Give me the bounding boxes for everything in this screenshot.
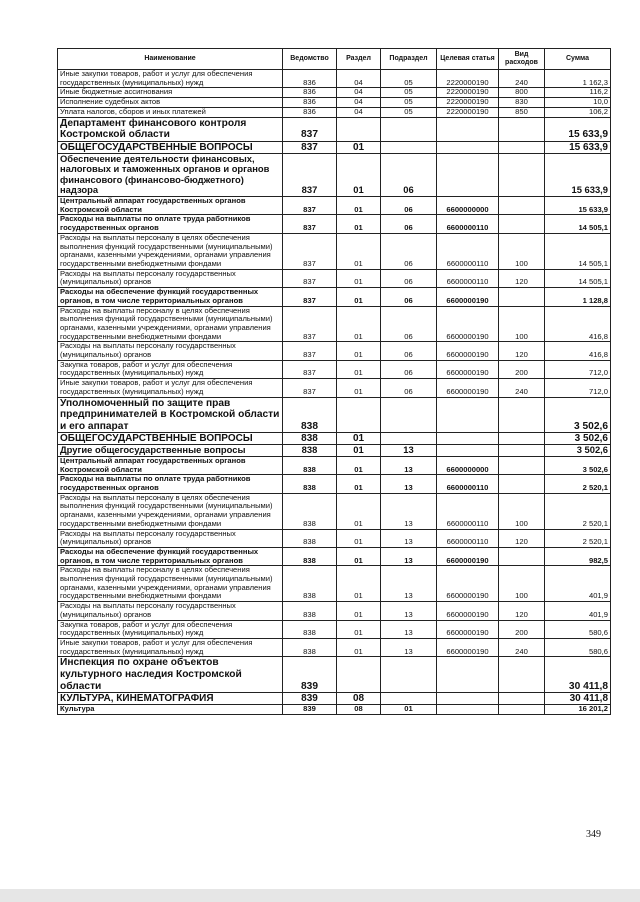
cell-vid	[499, 153, 545, 196]
cell-target	[437, 705, 499, 715]
cell-razdel: 08	[337, 705, 381, 715]
cell-name: Расходы на выплаты персоналу в целях обеспечения выполнения функций государственными (муниципальными) органами, казенными учреждениями, органами управления государственными внебюджетными фондами	[58, 233, 283, 269]
cell-name: Расходы на выплаты персоналу в целях обеспечения выполнения функций государственными (муниципальными) органами, казенными учреждениями, органами управления государственными внебюджетными фондами	[58, 566, 283, 602]
table-row	[58, 141, 611, 153]
cell-target: 6600000190	[437, 566, 499, 602]
cell-podrazdel: 13	[381, 445, 437, 457]
cell-razdel: 04	[337, 88, 381, 98]
cell-podrazdel: 06	[381, 379, 437, 397]
table-row	[58, 269, 611, 287]
cell-name: Центральный аппарат государственных органов Костромской области	[58, 197, 283, 215]
cell-name: Расходы на выплаты персоналу в целях обеспечения выполнения функций государственными (муниципальными) органами, казенными учреждениями, органами управления государственными внебюджетными фондами	[58, 306, 283, 342]
table-row	[58, 88, 611, 98]
cell-name: Расходы на выплаты персоналу государственных (муниципальных) органов	[58, 342, 283, 360]
cell-sum: 416,8	[545, 306, 611, 342]
budget-sheet	[57, 48, 610, 715]
cell-vid	[499, 141, 545, 153]
cell-name: Расходы на выплаты персоналу государственных (муниципальных) органов	[58, 602, 283, 620]
cell-sum: 10,0	[545, 98, 611, 108]
cell-sum: 3 502,6	[545, 445, 611, 457]
cell-target: 6600000190	[437, 602, 499, 620]
cell-vedomstvo: 837	[283, 197, 337, 215]
header-razdel: Раздел	[337, 49, 381, 70]
cell-sum: 14 505,1	[545, 233, 611, 269]
cell-sum: 14 505,1	[545, 269, 611, 287]
cell-sum: 580,6	[545, 638, 611, 656]
table-row	[58, 433, 611, 445]
cell-sum: 15 633,9	[545, 141, 611, 153]
cell-vid: 240	[499, 379, 545, 397]
cell-vid: 100	[499, 306, 545, 342]
table-row	[58, 566, 611, 602]
cell-podrazdel: 13	[381, 529, 437, 547]
cell-vedomstvo: 837	[283, 215, 337, 233]
cell-vid: 850	[499, 107, 545, 117]
cell-vid: 120	[499, 342, 545, 360]
cell-razdel: 01	[337, 197, 381, 215]
table-row	[58, 153, 611, 196]
table-row	[58, 70, 611, 88]
cell-podrazdel	[381, 117, 437, 141]
cell-vid	[499, 397, 545, 433]
table-row	[58, 360, 611, 378]
cell-razdel: 01	[337, 566, 381, 602]
cell-vedomstvo: 838	[283, 620, 337, 638]
cell-vid	[499, 117, 545, 141]
cell-target	[437, 693, 499, 705]
cell-name: Расходы на обеспечение функций государственных органов, в том числе территориальных органов	[58, 288, 283, 306]
cell-vedomstvo: 838	[283, 433, 337, 445]
cell-name: Обеспечение деятельности финансовых, налоговых и таможенных органов и органов финансового (финансово-бюджетного) надзора	[58, 153, 283, 196]
table-row	[58, 456, 611, 474]
cell-razdel: 01	[337, 456, 381, 474]
cell-vedomstvo: 837	[283, 117, 337, 141]
cell-vedomstvo: 838	[283, 602, 337, 620]
cell-target: 6600000110	[437, 529, 499, 547]
cell-podrazdel: 06	[381, 233, 437, 269]
cell-vedomstvo: 838	[283, 445, 337, 457]
cell-name: Расходы на выплаты персоналу государственных (муниципальных) органов	[58, 529, 283, 547]
cell-podrazdel: 13	[381, 493, 437, 529]
cell-name: Расходы на выплаты по оплате труда работников государственных органов	[58, 475, 283, 493]
table-row	[58, 657, 611, 693]
cell-sum: 2 520,1	[545, 493, 611, 529]
cell-name: Иные бюджетные ассигнования	[58, 88, 283, 98]
cell-vid	[499, 456, 545, 474]
cell-vedomstvo: 838	[283, 547, 337, 565]
cell-target: 6600000190	[437, 620, 499, 638]
table-row	[58, 379, 611, 397]
cell-sum: 16 201,2	[545, 705, 611, 715]
cell-vid	[499, 433, 545, 445]
cell-vedomstvo: 839	[283, 657, 337, 693]
cell-vid: 120	[499, 269, 545, 287]
header-target: Целевая статья	[437, 49, 499, 70]
cell-vid: 240	[499, 70, 545, 88]
cell-vedomstvo: 837	[283, 153, 337, 196]
cell-sum: 14 505,1	[545, 215, 611, 233]
table-row	[58, 620, 611, 638]
cell-podrazdel: 13	[381, 475, 437, 493]
cell-podrazdel: 13	[381, 620, 437, 638]
cell-target	[437, 657, 499, 693]
cell-target: 6600000110	[437, 493, 499, 529]
cell-vedomstvo: 838	[283, 456, 337, 474]
table-row	[58, 306, 611, 342]
cell-podrazdel: 05	[381, 98, 437, 108]
cell-razdel	[337, 657, 381, 693]
cell-name: ОБЩЕГОСУДАРСТВЕННЫЕ ВОПРОСЫ	[58, 433, 283, 445]
cell-vedomstvo: 837	[283, 141, 337, 153]
cell-target: 6600000110	[437, 215, 499, 233]
table-row	[58, 98, 611, 108]
cell-razdel: 08	[337, 693, 381, 705]
cell-name: Инспекция по охране объектов культурного наследия Костромской области	[58, 657, 283, 693]
cell-target	[437, 153, 499, 196]
cell-podrazdel: 13	[381, 638, 437, 656]
cell-razdel: 01	[337, 445, 381, 457]
cell-target: 2220000190	[437, 70, 499, 88]
cell-target: 6600000110	[437, 269, 499, 287]
cell-vid: 200	[499, 620, 545, 638]
cell-vedomstvo: 838	[283, 638, 337, 656]
cell-razdel: 01	[337, 547, 381, 565]
cell-name: Уплата налогов, сборов и иных платежей	[58, 107, 283, 117]
cell-podrazdel: 13	[381, 602, 437, 620]
cell-sum: 416,8	[545, 342, 611, 360]
cell-podrazdel	[381, 141, 437, 153]
cell-sum: 1 128,8	[545, 288, 611, 306]
table-row	[58, 529, 611, 547]
cell-razdel: 01	[337, 269, 381, 287]
cell-vid: 830	[499, 98, 545, 108]
cell-razdel: 01	[337, 493, 381, 529]
cell-target: 6600000190	[437, 342, 499, 360]
cell-target: 6600000000	[437, 456, 499, 474]
cell-sum: 15 633,9	[545, 197, 611, 215]
cell-podrazdel	[381, 433, 437, 445]
table-row	[58, 547, 611, 565]
cell-vid: 100	[499, 233, 545, 269]
cell-vid	[499, 197, 545, 215]
header-vid: Вид расходов	[499, 49, 545, 70]
cell-vid	[499, 475, 545, 493]
cell-podrazdel: 06	[381, 197, 437, 215]
cell-vid	[499, 657, 545, 693]
cell-razdel: 01	[337, 475, 381, 493]
cell-target: 6600000190	[437, 638, 499, 656]
cell-razdel: 01	[337, 288, 381, 306]
header-sum: Сумма	[545, 49, 611, 70]
cell-name: Департамент финансового контроля Костромской области	[58, 117, 283, 141]
cell-razdel	[337, 117, 381, 141]
cell-sum: 3 502,6	[545, 433, 611, 445]
cell-sum: 15 633,9	[545, 117, 611, 141]
cell-podrazdel: 06	[381, 306, 437, 342]
cell-razdel: 01	[337, 342, 381, 360]
table-row	[58, 233, 611, 269]
cell-podrazdel: 06	[381, 342, 437, 360]
cell-name: Уполномоченный по защите прав предпринимателей в Костромской области и его аппарат	[58, 397, 283, 433]
cell-podrazdel: 06	[381, 269, 437, 287]
cell-podrazdel	[381, 693, 437, 705]
cell-vid: 200	[499, 360, 545, 378]
header-name: Наименование	[58, 49, 283, 70]
cell-target	[437, 397, 499, 433]
cell-vedomstvo: 838	[283, 475, 337, 493]
scan-bottom-strip	[0, 889, 640, 902]
table-row	[58, 397, 611, 433]
cell-target: 6600000000	[437, 197, 499, 215]
cell-podrazdel	[381, 397, 437, 433]
cell-name: Закупка товаров, работ и услуг для обеспечения государственных (муниципальных) нужд	[58, 360, 283, 378]
cell-sum: 580,6	[545, 620, 611, 638]
cell-name: Центральный аппарат государственных органов Костромской области	[58, 456, 283, 474]
cell-sum: 401,9	[545, 602, 611, 620]
cell-sum: 30 411,8	[545, 693, 611, 705]
cell-vid	[499, 445, 545, 457]
cell-vedomstvo: 837	[283, 288, 337, 306]
table-row	[58, 602, 611, 620]
cell-name: КУЛЬТУРА, КИНЕМАТОГРАФИЯ	[58, 693, 283, 705]
table-row	[58, 117, 611, 141]
cell-vid	[499, 288, 545, 306]
cell-target: 6600000190	[437, 360, 499, 378]
cell-razdel: 04	[337, 70, 381, 88]
table-row	[58, 705, 611, 715]
cell-razdel: 01	[337, 306, 381, 342]
table-row	[58, 342, 611, 360]
cell-sum: 15 633,9	[545, 153, 611, 196]
cell-podrazdel: 13	[381, 566, 437, 602]
cell-podrazdel: 06	[381, 215, 437, 233]
cell-name: Иные закупки товаров, работ и услуг для обеспечения государственных (муниципальных) нужд	[58, 379, 283, 397]
header-vedomstvo: Ведомство	[283, 49, 337, 70]
cell-name: Исполнение судебных актов	[58, 98, 283, 108]
cell-razdel: 01	[337, 360, 381, 378]
cell-vedomstvo: 838	[283, 529, 337, 547]
cell-podrazdel: 05	[381, 88, 437, 98]
cell-vedomstvo: 836	[283, 98, 337, 108]
cell-target	[437, 117, 499, 141]
cell-vid: 240	[499, 638, 545, 656]
cell-sum: 2 520,1	[545, 529, 611, 547]
cell-podrazdel: 13	[381, 456, 437, 474]
cell-target: 6600000110	[437, 475, 499, 493]
cell-vedomstvo: 836	[283, 70, 337, 88]
cell-razdel	[337, 397, 381, 433]
cell-name: Расходы на обеспечение функций государственных органов, в том числе территориальных органов	[58, 547, 283, 565]
cell-podrazdel: 13	[381, 547, 437, 565]
cell-razdel: 04	[337, 98, 381, 108]
cell-sum: 3 502,6	[545, 456, 611, 474]
cell-target: 2220000190	[437, 88, 499, 98]
cell-sum: 3 502,6	[545, 397, 611, 433]
cell-name: Культура	[58, 705, 283, 715]
cell-sum: 2 520,1	[545, 475, 611, 493]
cell-vedomstvo: 837	[283, 233, 337, 269]
cell-podrazdel: 06	[381, 360, 437, 378]
cell-name: Расходы на выплаты персоналу в целях обеспечения выполнения функций государственными (муниципальными) органами, казенными учреждениями, органами управления государственными внебюджетными фондами	[58, 493, 283, 529]
cell-sum: 982,5	[545, 547, 611, 565]
cell-sum: 712,0	[545, 379, 611, 397]
cell-name: Расходы на выплаты персоналу государственных (муниципальных) органов	[58, 269, 283, 287]
cell-razdel: 01	[337, 153, 381, 196]
cell-podrazdel: 01	[381, 705, 437, 715]
cell-sum: 1 162,3	[545, 70, 611, 88]
cell-vedomstvo: 836	[283, 88, 337, 98]
cell-vedomstvo: 839	[283, 705, 337, 715]
cell-vedomstvo: 838	[283, 566, 337, 602]
cell-name: Иные закупки товаров, работ и услуг для обеспечения государственных (муниципальных) нужд	[58, 70, 283, 88]
cell-target: 6600000190	[437, 288, 499, 306]
cell-vid: 100	[499, 566, 545, 602]
cell-target: 6600000190	[437, 306, 499, 342]
cell-razdel: 01	[337, 529, 381, 547]
cell-sum: 116,2	[545, 88, 611, 98]
table-row	[58, 215, 611, 233]
cell-vedomstvo: 837	[283, 342, 337, 360]
cell-razdel: 01	[337, 233, 381, 269]
cell-target: 6600000190	[437, 547, 499, 565]
cell-target	[437, 433, 499, 445]
cell-vid: 100	[499, 493, 545, 529]
table-row	[58, 197, 611, 215]
cell-vedomstvo: 837	[283, 360, 337, 378]
table-row	[58, 107, 611, 117]
table-header-row	[58, 49, 611, 70]
cell-podrazdel: 06	[381, 288, 437, 306]
cell-vedomstvo: 837	[283, 379, 337, 397]
cell-podrazdel: 06	[381, 153, 437, 196]
table-row	[58, 288, 611, 306]
cell-name: Закупка товаров, работ и услуг для обеспечения государственных (муниципальных) нужд	[58, 620, 283, 638]
cell-vid: 120	[499, 529, 545, 547]
cell-target	[437, 141, 499, 153]
cell-target: 6600000190	[437, 379, 499, 397]
cell-razdel: 01	[337, 379, 381, 397]
cell-name: Расходы на выплаты по оплате труда работников государственных органов	[58, 215, 283, 233]
cell-razdel: 01	[337, 620, 381, 638]
cell-vid	[499, 705, 545, 715]
cell-sum: 401,9	[545, 566, 611, 602]
cell-vedomstvo: 838	[283, 397, 337, 433]
cell-target: 6600000110	[437, 233, 499, 269]
cell-vid	[499, 215, 545, 233]
cell-podrazdel: 05	[381, 70, 437, 88]
cell-razdel: 01	[337, 433, 381, 445]
table-row	[58, 693, 611, 705]
cell-vid	[499, 547, 545, 565]
cell-razdel: 01	[337, 638, 381, 656]
table-row	[58, 445, 611, 457]
cell-podrazdel: 05	[381, 107, 437, 117]
cell-vedomstvo: 838	[283, 493, 337, 529]
cell-vedomstvo: 837	[283, 269, 337, 287]
cell-target: 2220000190	[437, 98, 499, 108]
cell-vedomstvo: 839	[283, 693, 337, 705]
budget-table	[57, 48, 611, 715]
page-number: 349	[586, 829, 601, 840]
table-row	[58, 638, 611, 656]
table-row	[58, 493, 611, 529]
cell-podrazdel	[381, 657, 437, 693]
cell-target	[437, 445, 499, 457]
cell-sum: 106,2	[545, 107, 611, 117]
table-row	[58, 475, 611, 493]
cell-vedomstvo: 836	[283, 107, 337, 117]
cell-name: Другие общегосударственные вопросы	[58, 445, 283, 457]
cell-razdel: 01	[337, 602, 381, 620]
cell-vid: 800	[499, 88, 545, 98]
cell-name: Иные закупки товаров, работ и услуг для обеспечения государственных (муниципальных) нужд	[58, 638, 283, 656]
cell-razdel: 04	[337, 107, 381, 117]
cell-name: ОБЩЕГОСУДАРСТВЕННЫЕ ВОПРОСЫ	[58, 141, 283, 153]
cell-vid: 120	[499, 602, 545, 620]
cell-razdel: 01	[337, 141, 381, 153]
cell-sum: 712,0	[545, 360, 611, 378]
cell-target: 2220000190	[437, 107, 499, 117]
cell-vedomstvo: 837	[283, 306, 337, 342]
cell-razdel: 01	[337, 215, 381, 233]
cell-vid	[499, 693, 545, 705]
header-podrazdel: Подраздел	[381, 49, 437, 70]
cell-sum: 30 411,8	[545, 657, 611, 693]
